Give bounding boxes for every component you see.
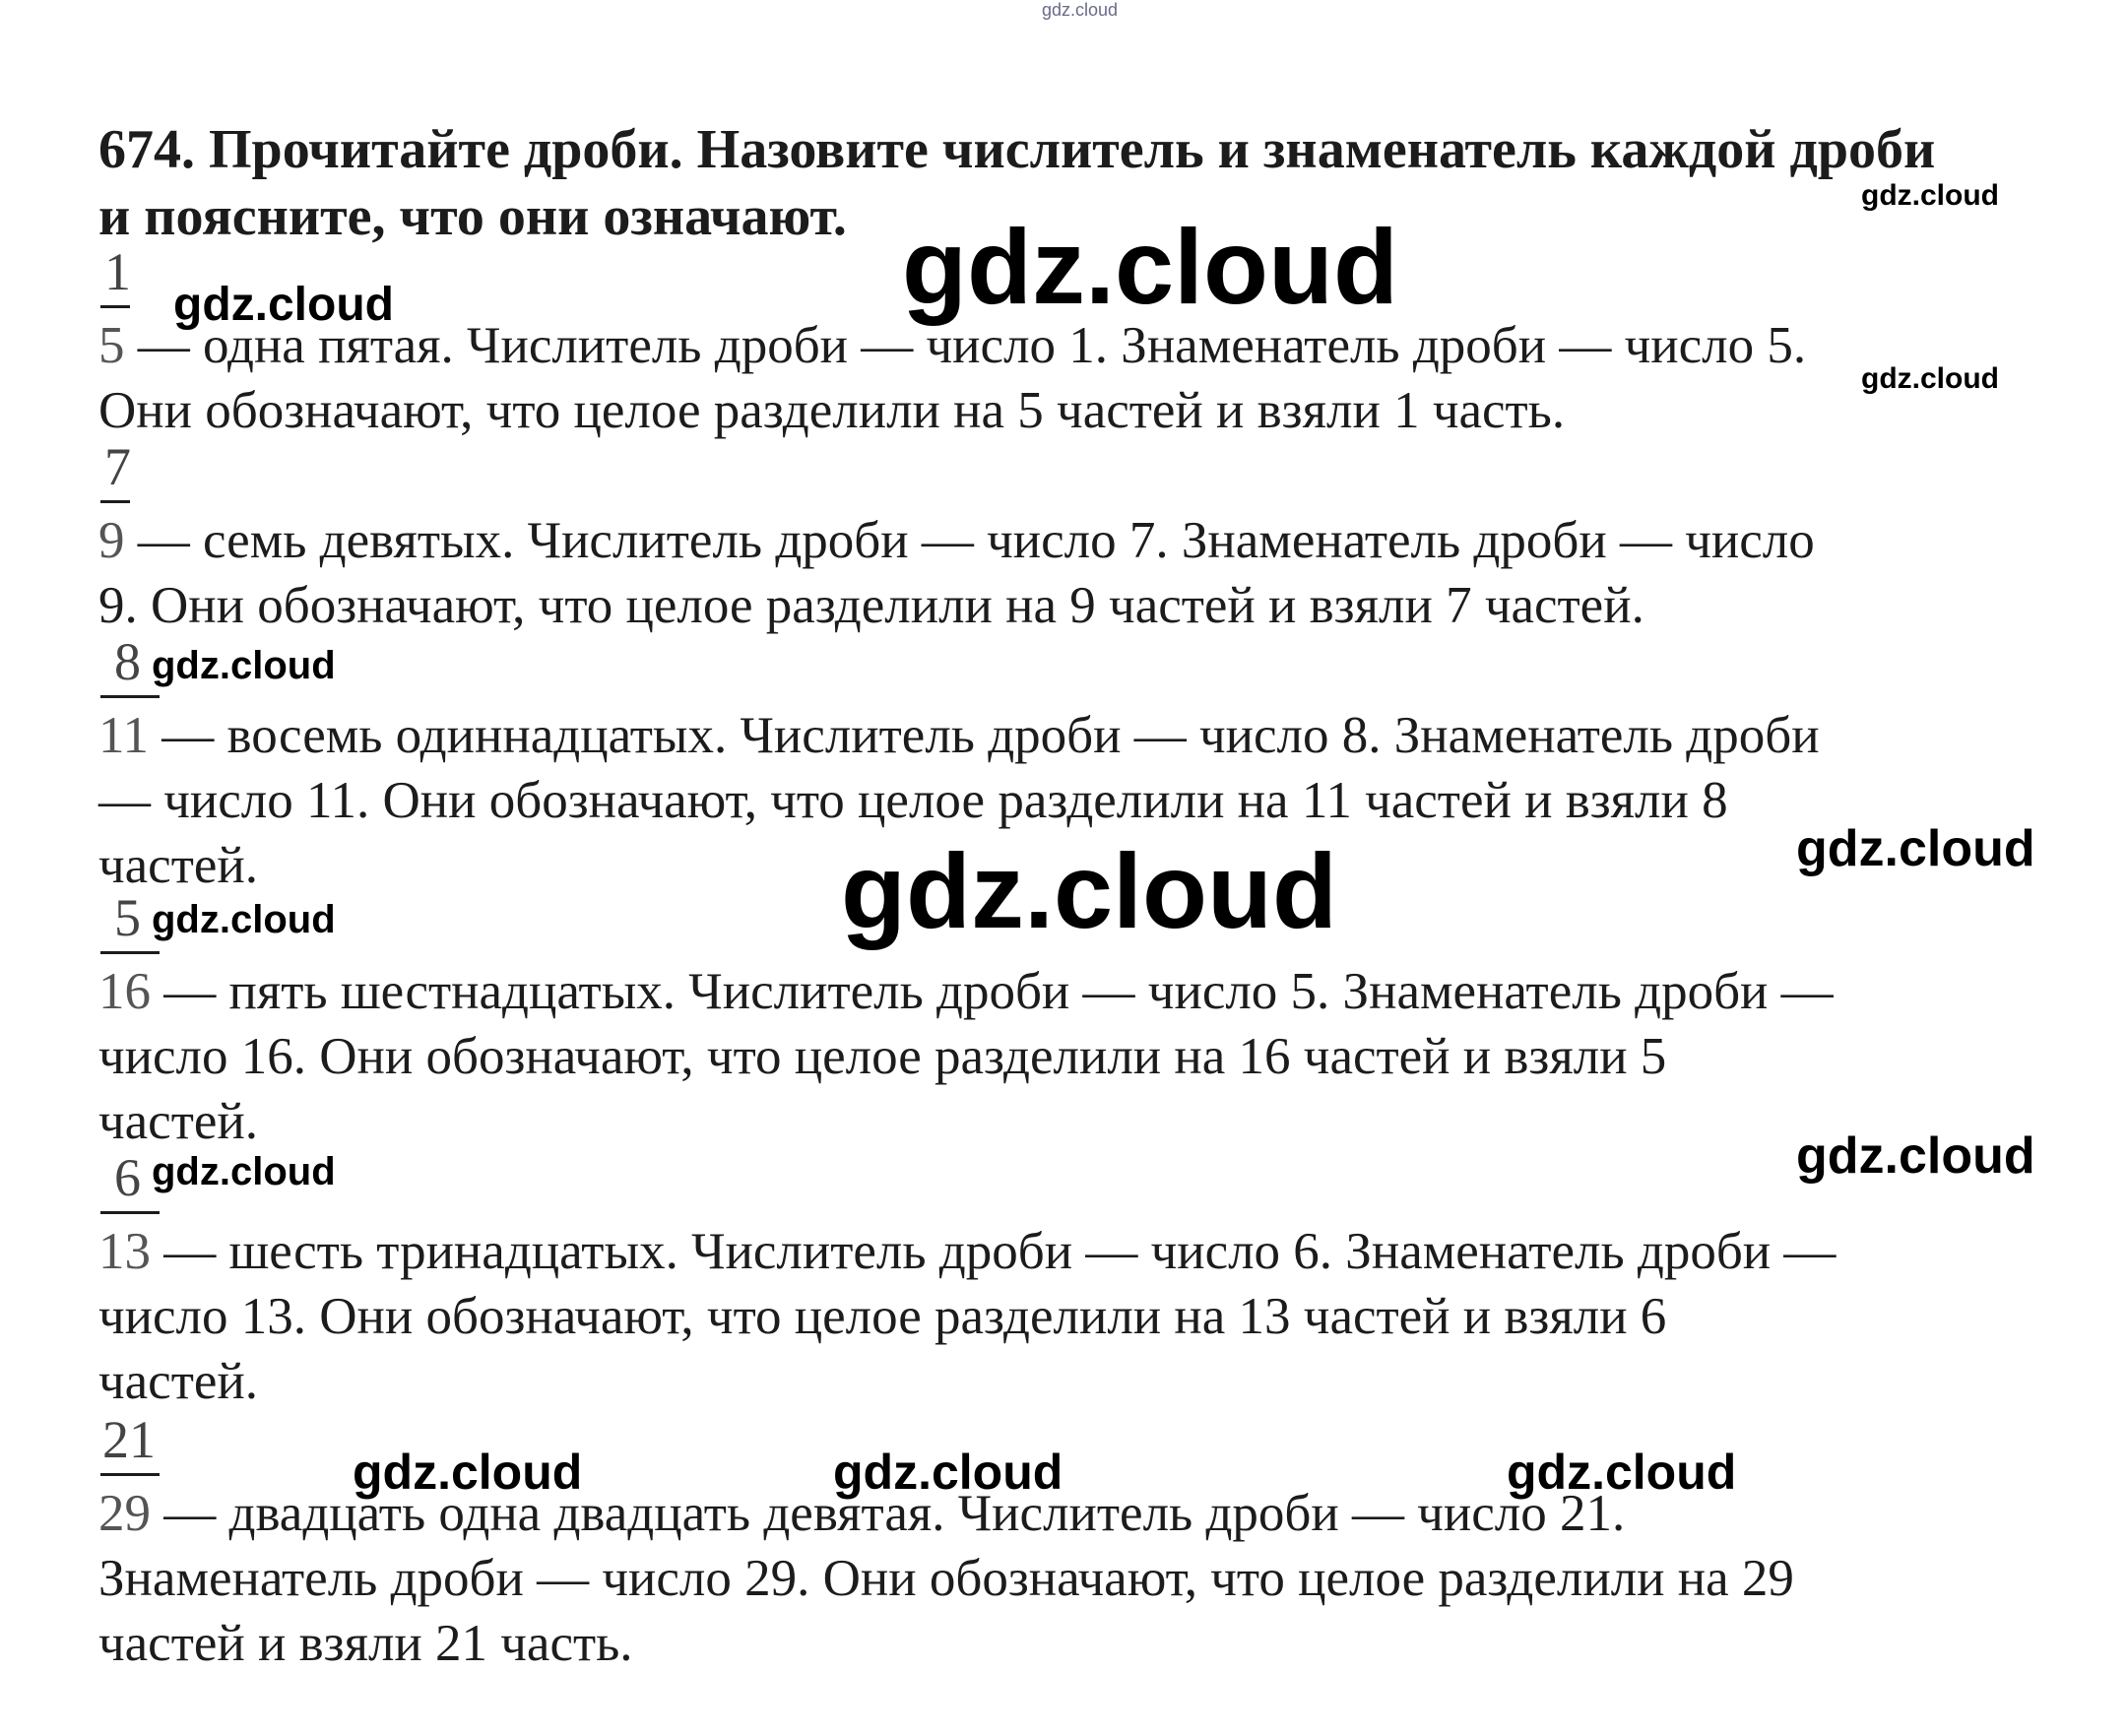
item-line-2: Они обозначают, что целое разделили на 5 частей и взяли 1 часть. bbox=[98, 382, 1566, 439]
item-line-3: частей и взяли 21 часть. bbox=[98, 1615, 633, 1672]
item-line-1 bbox=[98, 508, 2058, 573]
watermark-medium: gdz.cloud bbox=[353, 1445, 583, 1500]
problem-text-1: Прочитайте дроби. Назовите числитель и знаменатель каждой дроби bbox=[195, 119, 1936, 180]
item-text bbox=[98, 313, 2058, 443]
watermark-small: gdz.cloud bbox=[152, 1150, 336, 1193]
watermark-small: gdz.cloud bbox=[1861, 362, 1999, 395]
watermark-small: gdz.cloud bbox=[152, 644, 336, 687]
watermark-small: gdz.cloud bbox=[152, 898, 336, 941]
fraction-numerator: 21 bbox=[102, 1410, 156, 1469]
watermark-medium: gdz.cloud bbox=[1507, 1445, 1737, 1500]
item-text bbox=[98, 1481, 2058, 1676]
item-line-1-text: — одна пятая. Числитель дроби — число 1. Знаменатель дроби — число 5. bbox=[124, 317, 1807, 374]
item-line-1-text: — шесть тринадцатых. Числитель дроби — число 6. Знаменатель дроби — bbox=[151, 1223, 1837, 1280]
fraction-numerator: 1 bbox=[104, 242, 131, 301]
item-line-1-text: — пять шестнадцатых. Числитель дроби — число 5. Знаменатель дроби — bbox=[151, 963, 1834, 1020]
watermark-top: gdz.cloud bbox=[1042, 0, 1119, 20]
fraction-bar bbox=[100, 500, 130, 503]
watermark-large: gdz.cloud bbox=[902, 207, 1398, 326]
fraction-denominator: 11 bbox=[98, 707, 150, 764]
item-text bbox=[98, 1219, 2058, 1414]
fraction-bar bbox=[100, 695, 160, 698]
item-text bbox=[98, 959, 2058, 1154]
watermark-medium: gdz.cloud bbox=[833, 1445, 1064, 1500]
item-line-1-text: — семь девятых. Числитель дроби — число 7. Знаменатель дроби — число bbox=[124, 512, 1815, 569]
fraction-denominator: 9 bbox=[98, 512, 125, 569]
item-line-2: число 13. Они обозначают, что целое разделили на 13 частей и взяли 6 bbox=[98, 1288, 1667, 1345]
fraction-denominator: 13 bbox=[98, 1223, 151, 1280]
fraction-bar bbox=[100, 305, 130, 308]
item-line-3: частей. bbox=[98, 837, 259, 894]
fraction-denominator: 29 bbox=[98, 1485, 151, 1542]
problem-line-1 bbox=[98, 116, 2058, 183]
fraction-denominator: 5 bbox=[98, 317, 125, 374]
item-line-3: частей. bbox=[98, 1093, 259, 1150]
fraction-numerator: 5 bbox=[114, 888, 141, 947]
item-line-2: число 16. Они обозначают, что целое разделили на 16 частей и взяли 5 bbox=[98, 1028, 1667, 1085]
item-line-1 bbox=[98, 959, 2058, 1024]
fraction-bar bbox=[100, 1211, 160, 1214]
fraction-numerator: 7 bbox=[104, 437, 131, 496]
watermark-large: gdz.cloud bbox=[841, 831, 1337, 950]
item-line-1-text: — восемь одиннадцатых. Числитель дроби — число 8. Знаменатель дроби bbox=[149, 707, 1820, 764]
fraction-bar bbox=[100, 1473, 160, 1476]
item-line-2: 9. Они обозначают, что целое разделили на 9 частей и взяли 7 частей. bbox=[98, 577, 1644, 634]
fraction-numerator: 6 bbox=[114, 1148, 141, 1207]
problem-number: 674. bbox=[98, 119, 195, 180]
problem-line-2: и поясните, что они означают. bbox=[98, 186, 847, 247]
item-line-1-text: — двадцать одна двадцать девятая. Числитель дроби — число 21. bbox=[151, 1485, 1626, 1542]
item-line-2: — число 11. Они обозначают, что целое разделили на 11 частей и взяли 8 bbox=[98, 772, 1728, 829]
item-text bbox=[98, 508, 2058, 638]
watermark-small: gdz.cloud bbox=[1861, 179, 1999, 212]
watermark-medium: gdz.cloud bbox=[1796, 820, 2035, 877]
item-line-1 bbox=[98, 703, 2058, 768]
item-line-3: частей. bbox=[98, 1353, 259, 1410]
watermark-medium: gdz.cloud bbox=[1796, 1127, 2035, 1185]
watermark-medium: gdz.cloud bbox=[173, 279, 394, 331]
fraction-numerator: 8 bbox=[114, 632, 141, 691]
item-line-1 bbox=[98, 1219, 2058, 1284]
fraction-bar bbox=[100, 951, 160, 954]
fraction-denominator: 16 bbox=[98, 963, 151, 1020]
item-line-2: Знаменатель дроби — число 29. Они обозначают, что целое разделили на 29 bbox=[98, 1550, 1794, 1607]
